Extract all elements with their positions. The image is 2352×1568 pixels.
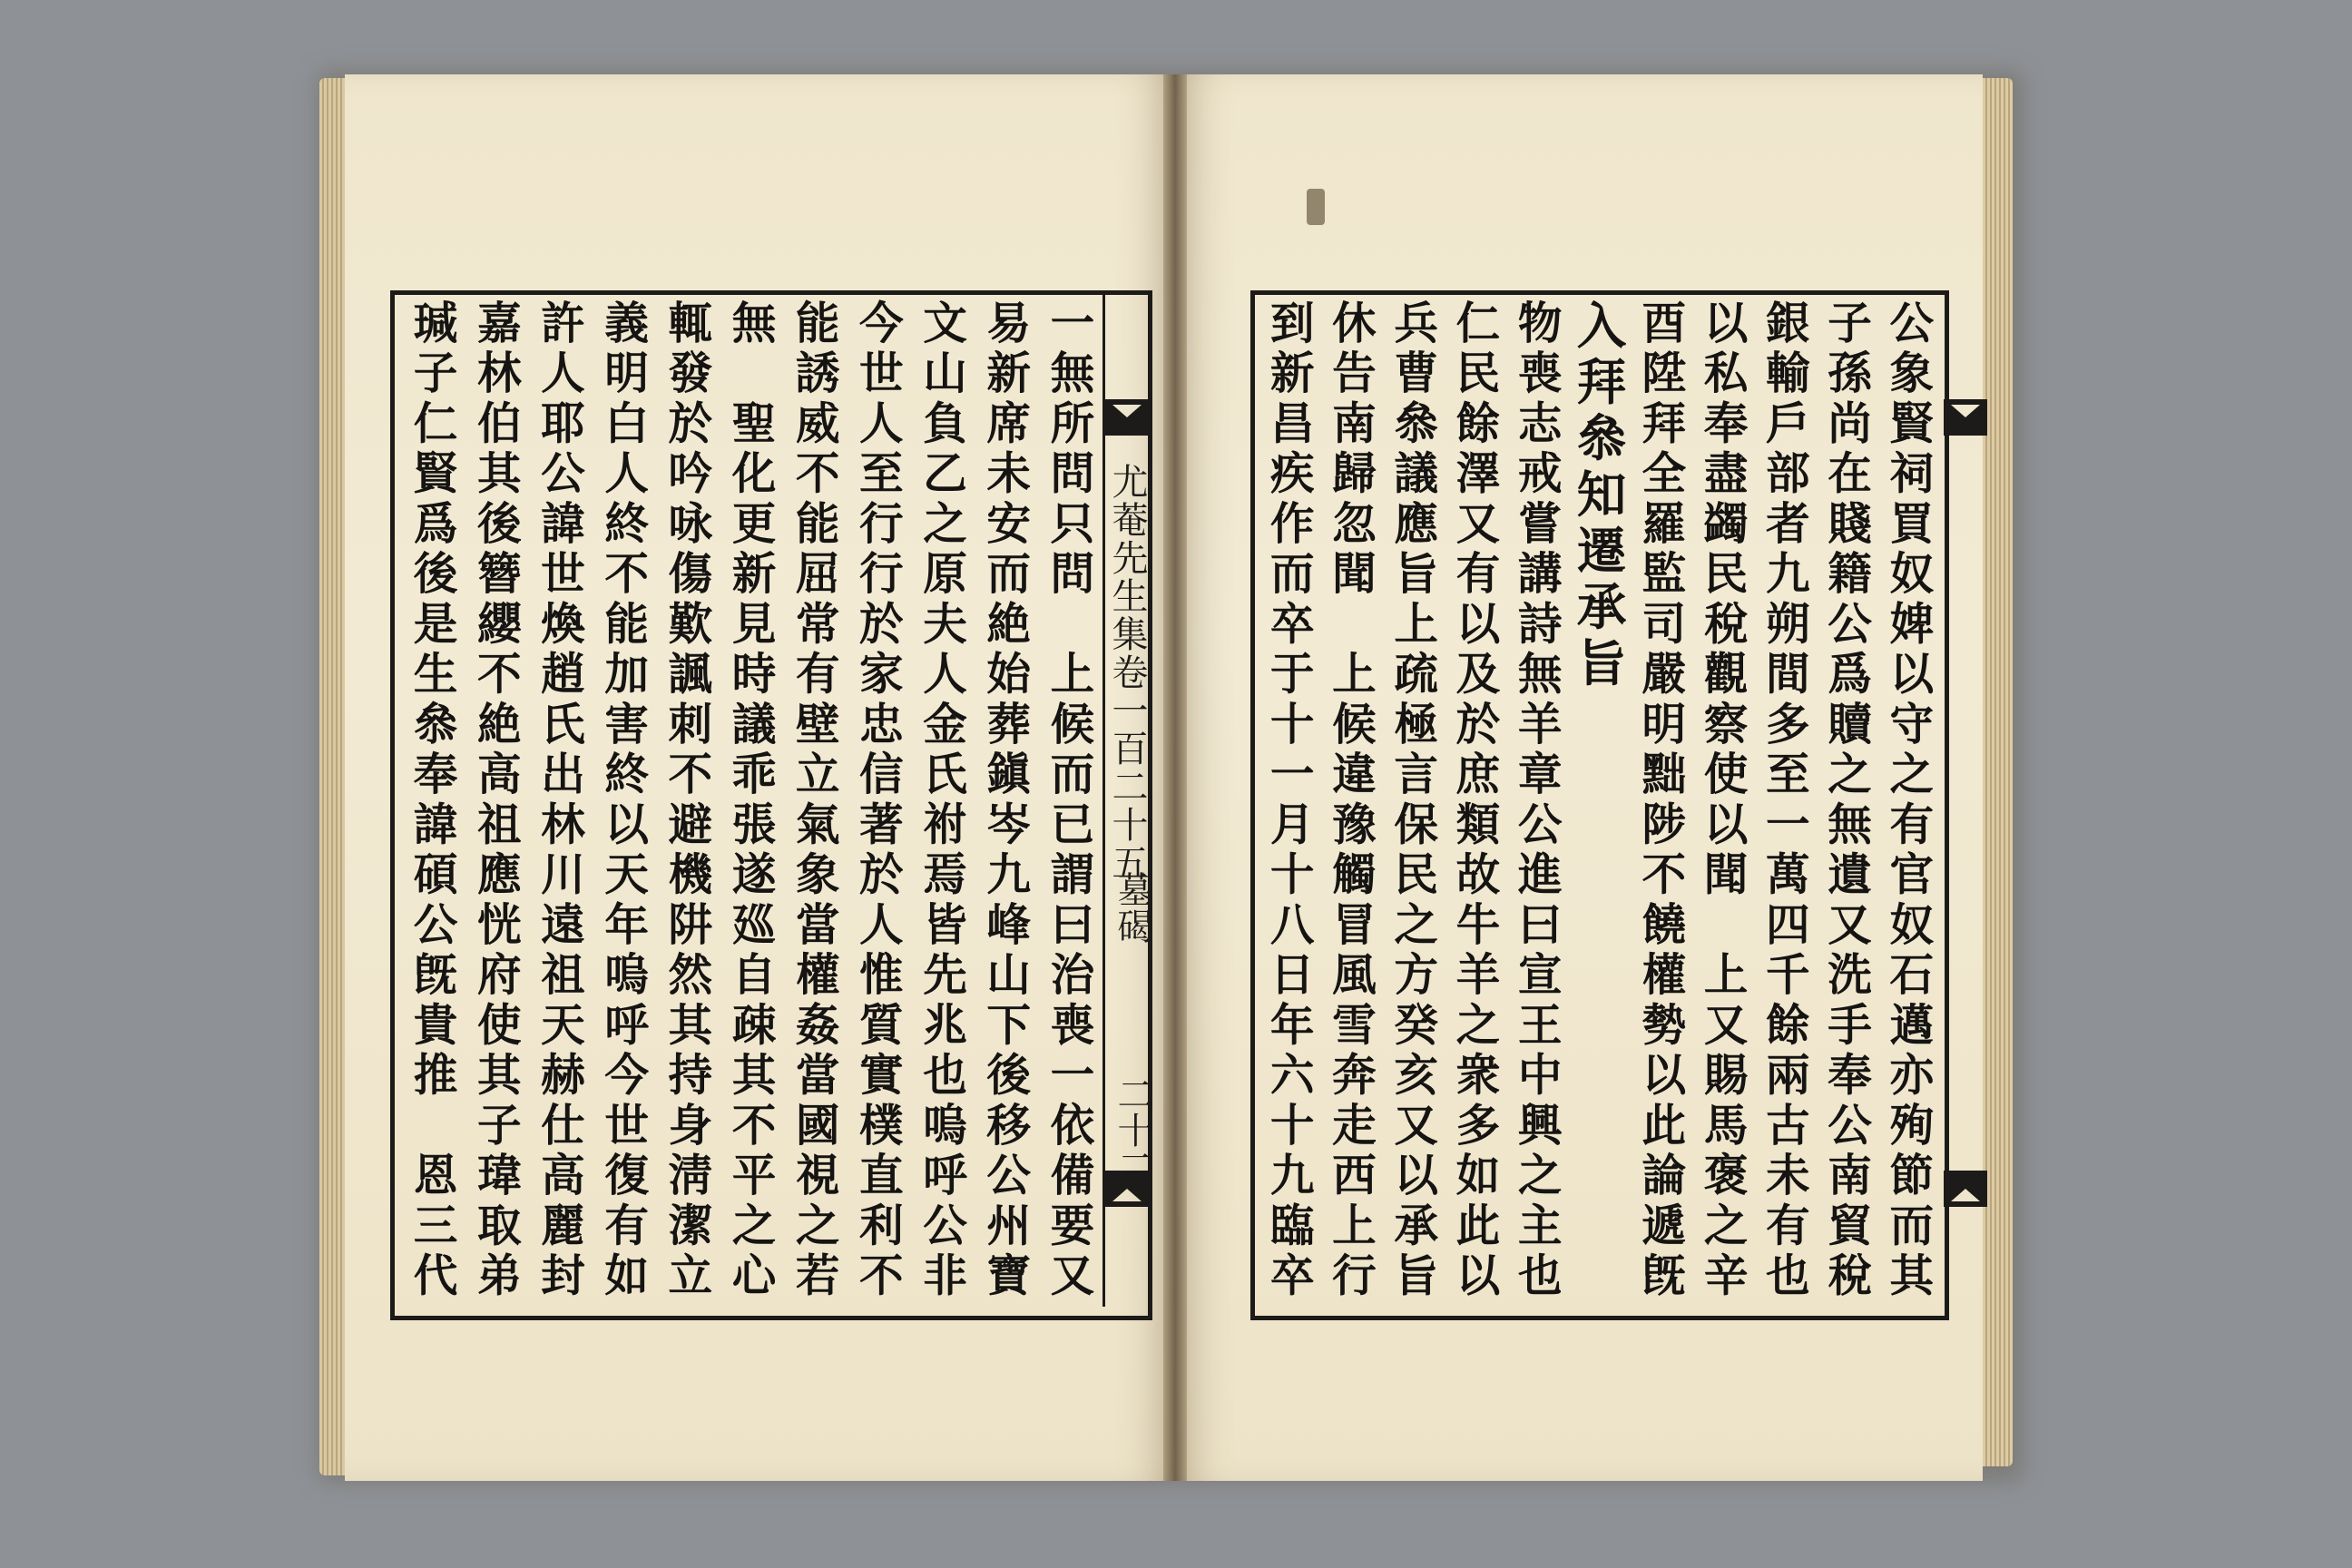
left-column-10: 嘉林伯其後簪纓不絶高祖應恍府使其子瑋取弟 [469,299,522,1302]
left-column-3: 文山負乙之原夫人金氏祔焉皆先兆也嗚呼公非 [915,299,967,1302]
right-column-5: 酉陞拜全羅監司嚴明黜陟不饒權勢以此論遞旣 [1633,299,1686,1302]
right-column-1: 公象賢祠買奴婢以守之有官奴石邁亦殉節而其 [1881,299,1934,1302]
paper-stain [1307,189,1325,225]
right-column-2: 子孫尚在賤籍公爲贖之無遺又洗手奉公南貿稅 [1819,299,1872,1302]
book-gutter [1163,74,1187,1481]
left-column-5: 能誘威不能屈常有壁立氣象當權姦當國視之若 [788,299,840,1302]
right-column-10: 休告南歸忽聞 上候違豫觸冒風雪奔走西上行 [1324,299,1377,1302]
left-column-4: 今世人至行行於家忠信著於人惟質實樸直利不 [851,299,904,1302]
fish-tail-right-bottom-icon [1944,1171,1987,1207]
right-column-4: 以私奉盡蠲民稅觀察使以聞 上又賜馬褒之辛 [1696,299,1749,1302]
right-column-3: 銀輸戶部者九朔間多至一萬四千餘兩古未有也 [1758,299,1810,1302]
right-column-9: 兵曹叅議應旨上疏極言保民之方癸亥又以承旨 [1386,299,1438,1302]
left-column-1: 一無所問只問 上候而已謂曰治喪一依備要又 [1042,299,1094,1302]
right-column-6: 入拜叅知遷承旨 [1568,299,1627,693]
centre-page-number: 二十二 [1112,1075,1153,1184]
left-column-7: 輒發於吟咏傷歎諷刺不避機阱然其持身淸潔立 [660,299,712,1302]
left-column-9: 許人耶公諱世煥趙氏出林川遠祖天赫仕高麗封 [533,299,585,1302]
left-column-6: 無 聖化更新見時議乖張遂廵自疎其不平之心 [724,299,776,1302]
right-column-8: 仁民餘澤又有以及於庶類故牛羊之衆多如此以 [1447,299,1500,1302]
centre-section-label: 墓碣 [1112,871,1153,944]
fish-tail-top-icon [1105,399,1149,436]
fish-tail-right-top-icon [1944,399,1987,436]
left-column-8: 義明白人終不能加害終以天年嗚呼今世復有如 [596,299,649,1302]
right-column-7: 物喪志戒嘗講詩無羊章公進曰宣王中興之主也 [1510,299,1563,1302]
centre-title: 尤菴先生集卷一百二十五 [1106,463,1148,882]
left-column-2: 易新席未安而絶始葬鎭岑九峰山下後移公州寶 [978,299,1031,1302]
left-column-11: 瑊子仁賢爲後是生叅奉諱碩公旣貴推 恩三代 [406,299,458,1302]
right-column-11: 到新昌疾作而卒于十一月十八日年六十九臨卒 [1262,299,1315,1302]
